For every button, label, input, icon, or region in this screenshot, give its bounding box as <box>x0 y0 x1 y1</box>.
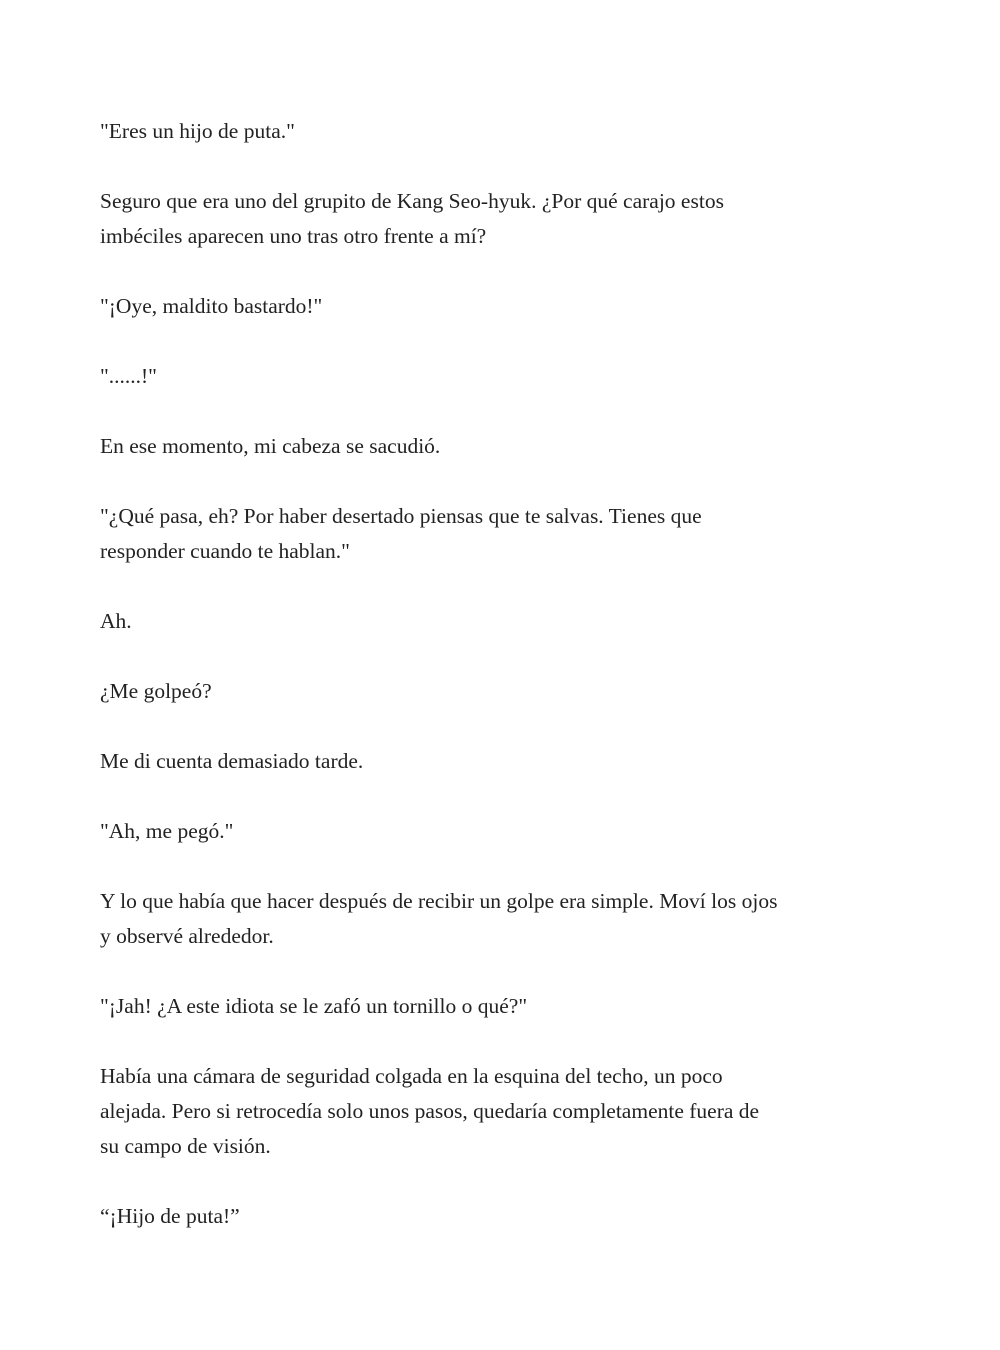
text-line: su campo de visión. <box>100 1134 271 1158</box>
paragraph <box>100 499 900 569</box>
text-line: "¿Qué pasa, eh? Por haber desertado piensas que te salvas. Tienes que <box>100 504 702 528</box>
paragraph <box>100 604 900 639</box>
text-line: ¿Me golpeó? <box>100 679 212 703</box>
paragraph <box>100 184 900 254</box>
paragraph <box>100 1059 900 1164</box>
paragraph <box>100 744 900 779</box>
text-line: En ese momento, mi cabeza se sacudió. <box>100 434 441 458</box>
text-line: Y lo que había que hacer después de recibir un golpe era simple. Moví los ojos <box>100 889 778 913</box>
paragraph <box>100 814 900 849</box>
paragraph <box>100 359 900 394</box>
paragraph <box>100 1199 900 1234</box>
text-line: y observé alrededor. <box>100 924 274 948</box>
paragraph <box>100 674 900 709</box>
text-line: Ah. <box>100 609 132 633</box>
paragraph <box>100 429 900 464</box>
document-body <box>100 114 900 1269</box>
paragraph <box>100 884 900 954</box>
text-line: responder cuando te hablan." <box>100 539 350 563</box>
text-line: "Eres un hijo de puta." <box>100 119 295 143</box>
paragraph <box>100 989 900 1024</box>
text-line: "......!" <box>100 364 157 388</box>
text-line: Seguro que era uno del grupito de Kang Seo-hyuk. ¿Por qué carajo estos <box>100 189 724 213</box>
paragraph <box>100 114 900 149</box>
text-line: alejada. Pero si retrocedía solo unos pasos, quedaría completamente fuera de <box>100 1099 760 1123</box>
text-line: Me di cuenta demasiado tarde. <box>100 749 364 773</box>
text-line: Había una cámara de seguridad colgada en la esquina del techo, un poco <box>100 1064 723 1088</box>
paragraph <box>100 289 900 324</box>
text-line: “¡Hijo de puta!” <box>100 1204 240 1228</box>
text-line: "Ah, me pegó." <box>100 819 234 843</box>
text-line: "¡Oye, maldito bastardo!" <box>100 294 323 318</box>
text-line: "¡Jah! ¿A este idiota se le zafó un tornillo o qué?" <box>100 994 528 1018</box>
text-line: imbéciles aparecen uno tras otro frente a mí? <box>100 224 487 248</box>
